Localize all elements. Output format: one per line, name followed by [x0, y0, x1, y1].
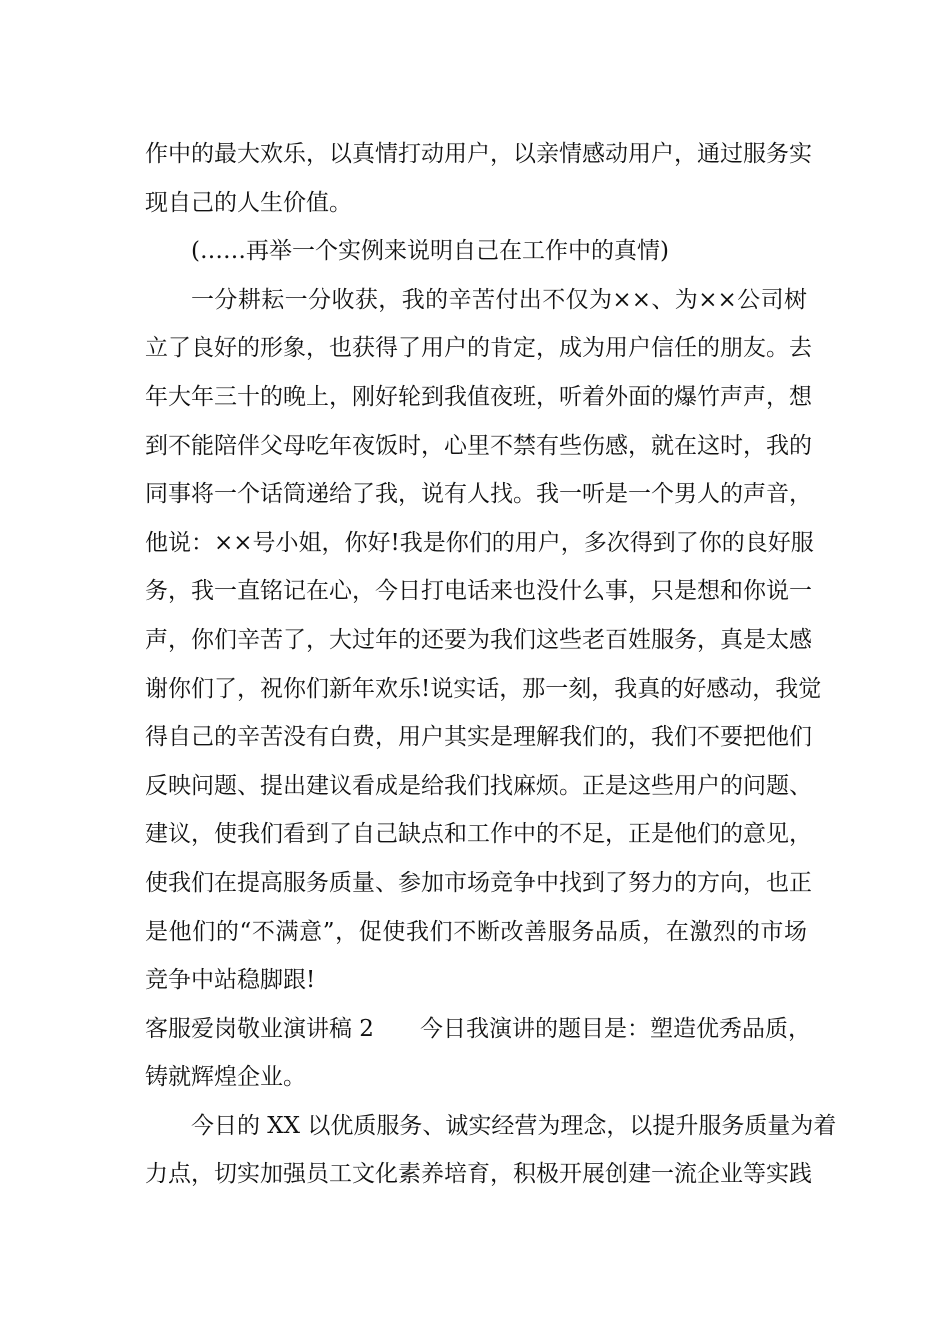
- section-heading-line: 客服爱岗敬业演讲稿 2 今日我演讲的题目是：塑造优秀品质，: [145, 1015, 811, 1042]
- text-line: 使我们在提高服务质量、参加市场竞争中找到了努力的方向，也正: [145, 869, 812, 896]
- text-line: 同事将一个话筒递给了我，说有人找。我一听是一个男人的声音，: [145, 481, 812, 508]
- text-line: 反映问题、提出建议看成是给我们找麻烦。正是这些用户的问题、: [145, 772, 812, 799]
- text-line: 务，我一直铭记在心，今日打电话来也没什么事，只是想和你说一: [145, 578, 812, 605]
- text-line: 铸就辉煌企业。: [145, 1064, 306, 1091]
- text-line: 得自己的辛苦没有白费，用户其实是理解我们的，我们不要把他们: [145, 724, 812, 751]
- text-line: 作中的最大欢乐，以真情打动用户，以亲情感动用户，通过服务实: [145, 141, 812, 167]
- text-line: 建议，使我们看到了自己缺点和工作中的不足，正是他们的意见，: [145, 821, 812, 848]
- text-line: 声，你们辛苦了，大过年的还要为我们这些老百姓服务，真是太感: [145, 626, 812, 653]
- text-line: 他说：××号小姐，你好!我是你们的用户，多次得到了你的良好服: [145, 529, 814, 556]
- text-line: 年大年三十的晚上，刚好轮到我值夜班，听着外面的爆竹声声，想: [145, 383, 812, 410]
- text-line: 今日的 XX 以优质服务、诚实经营为理念，以提升服务质量为着: [191, 1112, 837, 1139]
- text-line: 力点，切实加强员工文化素养培育，积极开展创建一流企业等实践: [145, 1161, 812, 1188]
- text-line: 到不能陪伴父母吃年夜饭时，心里不禁有些伤感，就在这时，我的: [145, 432, 812, 459]
- text-line: 是他们的“不满意”，促使我们不断改善服务品质，在激烈的市场: [145, 918, 807, 945]
- text-line: (……再举一个实例来说明自己在工作中的真情): [191, 238, 669, 265]
- text-line: 立了良好的形象，也获得了用户的肯定，成为用户信任的朋友。去: [145, 335, 812, 362]
- text-line: 竞争中站稳脚跟!: [145, 967, 316, 994]
- text-line: 一分耕耘一分收获，我的辛苦付出不仅为××、为××公司树: [191, 286, 807, 313]
- document-body: [145, 130, 837, 1199]
- text-line: 谢你们了，祝你们新年欢乐!说实话，那一刻，我真的好感动，我觉: [145, 675, 822, 702]
- text-line: 现自己的人生价值。: [145, 189, 352, 216]
